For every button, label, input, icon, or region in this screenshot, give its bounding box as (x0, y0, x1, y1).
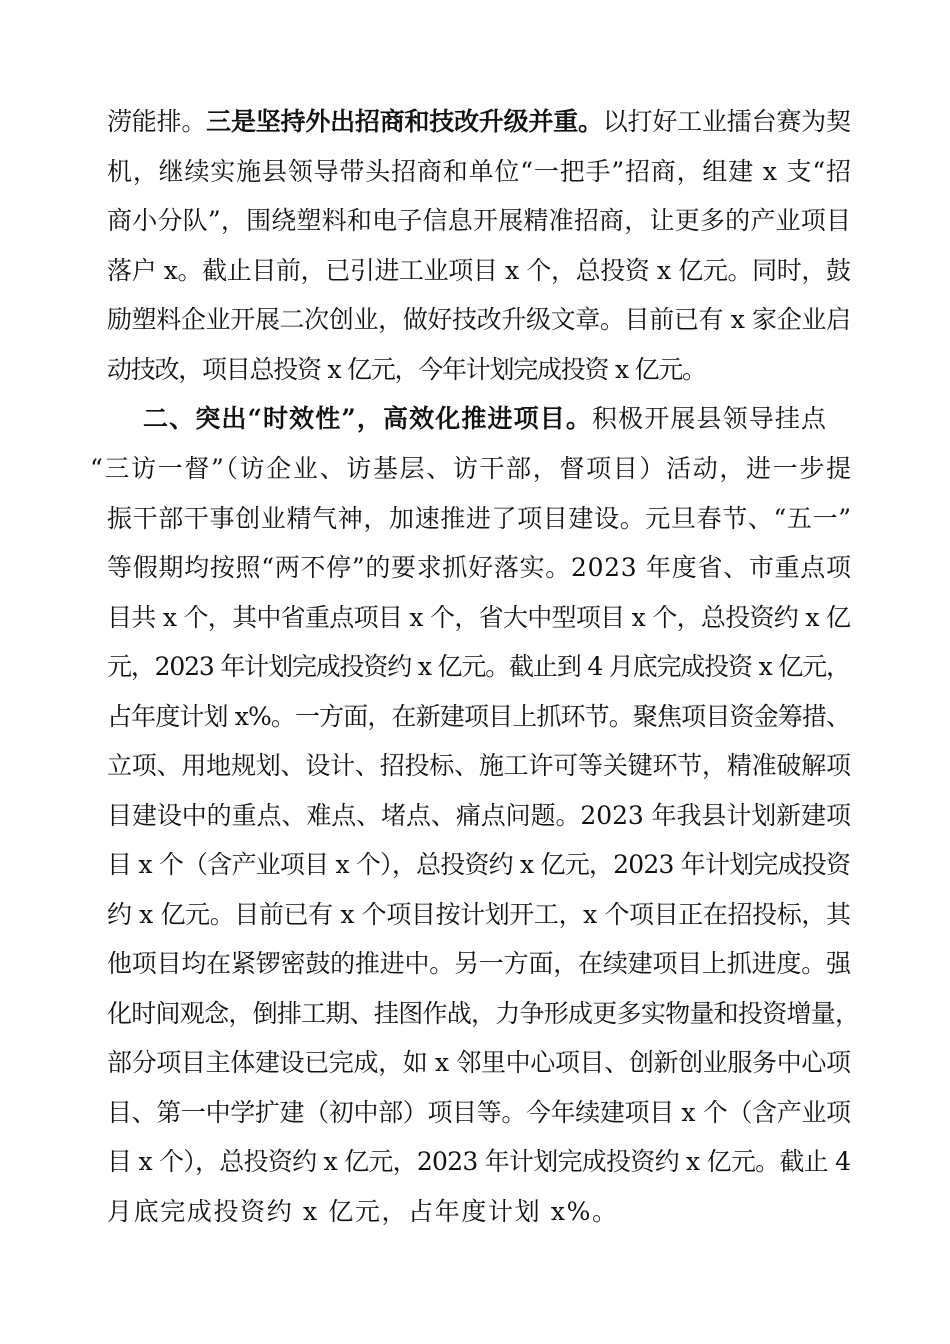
text-line (107, 598, 850, 638)
text-run: 约 x 亿元。目前已有 x 个项目按计划开工，x 个项目正在招投标，其 (107, 900, 851, 929)
text-run: 目 x 个（含产业项目 x 个），总投资约 x 亿元，2023 年计划完成投资 (107, 850, 851, 879)
text-run: 目建设中的重点、难点、堵点、痛点问题。2023 年我县计划新建项 (107, 801, 851, 830)
text-run: 落户 x。截止目前，已引进工业项目 x 个，总投资 x 亿元。同时，鼓 (107, 256, 851, 285)
text-line (107, 1043, 851, 1083)
text-line (107, 300, 851, 340)
text-run: 以打好工业擂台赛为契 (602, 107, 851, 136)
text-line (107, 647, 850, 687)
text-run: 振干部干事创业精气神，加速推进了项目建设。元旦春节、“五一” (107, 504, 852, 533)
text-line (90, 449, 853, 489)
text-run: 目共 x 个，其中省重点项目 x 个，省大中型项目 x 个，总投资约 x 亿 (107, 603, 851, 632)
text-run: 动技改，项目总投资 x 亿元，今年计划完成投资 x 亿元。 (107, 355, 706, 384)
text-line (107, 350, 706, 390)
text-line (107, 845, 850, 885)
text-line (107, 895, 851, 935)
text-line (107, 548, 852, 588)
text-run: 涝能排。 (107, 107, 207, 136)
text-line (107, 796, 851, 836)
text-run: “三访一督”（访企业、访基层、访干部，督项目）活动，进一步提 (90, 454, 853, 483)
text-line (107, 499, 852, 539)
text-run: 励塑料企业开展二次创业，做好技改升级文章。目前已有 x 家企业启 (107, 305, 851, 334)
text-run: 部分项目主体建设已完成，如 x 邻里中心项目、创新创业服务中心项 (107, 1048, 851, 1077)
text-run: 目、第一中学扩建（初中部）项目等。今年续建项目 x 个（含产业项 (107, 1098, 851, 1127)
text-line (143, 399, 827, 439)
bold-heading-run: 三是坚持外出招商和技改升级并重。 (206, 107, 603, 136)
text-line (107, 1192, 619, 1232)
text-line (107, 697, 850, 737)
text-run: 积极开展县领导挂点 (592, 404, 828, 433)
text-line (107, 994, 859, 1034)
text-run: 目 x 个），总投资约 x 亿元，2023 年计划完成投资约 x 亿元。截止 4 (107, 1147, 851, 1176)
text-run: 立项、用地规划、设计、招投标、施工许可等关键环节，精准破解项 (107, 751, 851, 780)
text-line (107, 201, 851, 241)
text-run: 机，继续实施县领导带头招商和单位“一把手”招商，组建 x 支“招 (107, 157, 852, 186)
text-run: 商小分队”，围绕塑料和电子信息开展精准招商，让更多的产业项目 (107, 206, 852, 235)
text-run: 化时间观念，倒排工期、挂图作战，力争形成更多实物量和投资增量， (107, 999, 860, 1028)
text-line (107, 1142, 850, 1182)
text-line (107, 1093, 851, 1133)
text-line (107, 102, 851, 142)
text-line (107, 152, 852, 192)
text-run: 月底完成投资约 x 亿元，占年度计划 x%。 (107, 1197, 619, 1226)
text-run: 等假期均按照“两不停”的要求抓好落实。2023 年度省、市重点项 (107, 553, 852, 582)
text-line (107, 251, 851, 291)
text-run: 他项目均在紧锣密鼓的推进中。另一方面，在续建项目上抓进度。强 (107, 949, 851, 978)
text-run: 占年度计划 x%。一方面，在新建项目上抓环节。聚焦项目资金筹措、 (107, 702, 851, 731)
text-line (107, 944, 851, 984)
text-run: 元，2023 年计划完成投资约 x 亿元。截止到 4 月底完成投资 x 亿元， (107, 652, 850, 681)
section-heading: 二、突出“时效性”，高效化推进项目。 (143, 404, 592, 433)
text-line (107, 746, 851, 786)
